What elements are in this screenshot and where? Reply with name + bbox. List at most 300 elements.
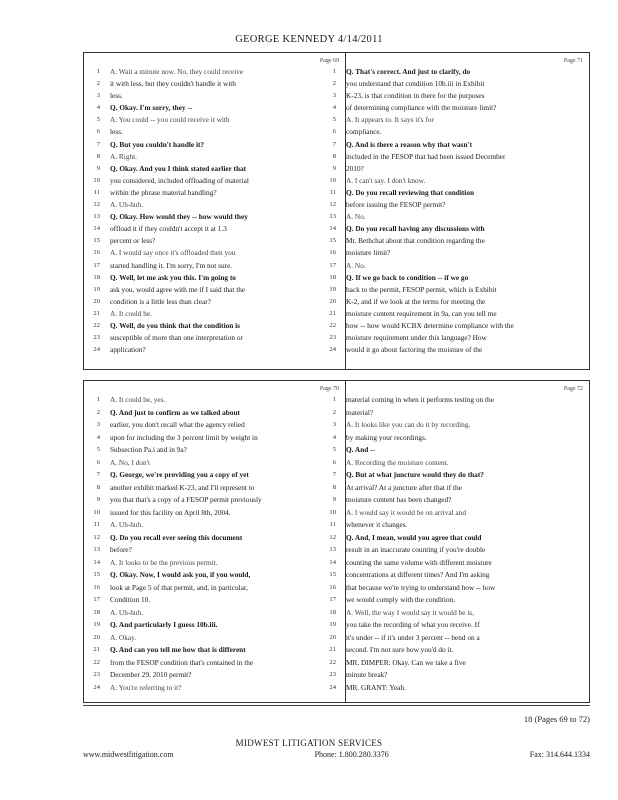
transcript-line [84,582,345,595]
transcript-line [320,632,589,645]
line-number: 19 [329,285,336,293]
transcript-line [84,66,345,78]
line-number: 23 [329,671,336,678]
line-number: 16 [93,583,100,591]
line-number: 15 [329,237,336,245]
line-text: look at Page 5 of that permit, and, in particular, [110,582,248,592]
line-number: 17 [329,596,336,603]
line-number: 7 [332,471,336,478]
line-text: A. You're referring to it? [110,682,182,692]
line-number: 4 [332,433,336,441]
line-number: 22 [329,658,336,666]
line-number: 18 [329,608,336,616]
line-text: condition is a little less than clear? [110,296,211,306]
line-text: Q. And -- [346,445,375,454]
line-number: 8 [332,152,336,160]
transcript-line [84,544,345,557]
line-number: 12 [329,201,336,209]
line-number: 10 [329,176,336,184]
line-text: Q. And is there a reason why that wasn't [346,139,473,149]
transcript-line [320,419,589,432]
line-number: 21 [329,309,336,317]
line-number: 15 [93,571,100,578]
line-number: 5 [96,116,100,124]
line-text: Q. Okay. I'm sorry, they -- [110,103,193,113]
transcript-line [320,507,589,520]
transcript-line [320,320,589,332]
line-text: Q. George, we're providing you a copy of yet [110,470,249,479]
line-number: 22 [93,658,100,666]
transcript-line [320,344,589,356]
transcript-line [320,308,589,320]
line-text: another exhibit marked K-23, and I'll represent to [110,482,255,492]
transcript-line [84,272,345,284]
line-text: by making your recordings. [346,432,427,442]
line-number: 18 [329,273,336,281]
document-header-title: GEORGE KENNEDY 4/14/2011 [235,34,383,45]
line-text: from the FESOP condition that's contained in the [110,657,254,667]
line-number: 11 [329,521,336,528]
page-number-label: Page 70 [319,386,339,392]
line-text: A. Uh-huh. [110,607,144,617]
line-text: you take the recording of what you receive. If [346,620,480,629]
line-text: A. Uh-huh. [110,200,144,210]
line-text: moisture content requirement in 9a, can you tell me [346,308,497,318]
line-text: it with less, but they couldn't handle it with [110,79,236,89]
line-number: 1 [332,396,336,403]
line-number: 17 [329,261,336,269]
transcript-line [320,519,589,532]
line-number: 24 [93,346,100,354]
line-text: counting the same volume with different moisture [346,557,492,567]
transcript-line [84,247,345,259]
line-number: 18 [93,273,100,281]
transcript-line [320,223,589,235]
line-text: Q. But you couldn't handle it? [110,139,205,149]
line-text: second. I'm not sure how you'd do it. [346,645,454,654]
line-number: 4 [96,433,100,441]
transcript-line [320,211,589,223]
transcript-line [84,344,345,356]
transcript-line [320,139,589,151]
line-text: A. I would say it would be on arrival and [346,507,466,517]
line-number: 17 [93,596,100,603]
transcript-line [320,394,589,407]
line-text: At arrival? At a juncture after that if the [346,482,462,492]
line-number: 23 [329,334,336,342]
line-number: 19 [93,621,100,628]
line-number: 4 [96,104,100,112]
transcript-page-70 [83,380,346,703]
line-text: material? [346,407,374,417]
transcript-line [320,151,589,163]
line-number: 10 [93,508,100,516]
transcript-line [84,432,345,445]
line-number: 2 [96,80,100,88]
line-number: 11 [329,188,336,196]
line-text: Q. But at what juncture would they do that? [346,470,484,479]
line-text: Q. Okay. And you I think stated earlier that [110,163,247,173]
line-text: ask you, would agree with me if I said that the [110,284,246,294]
transcript-page-71 [320,52,590,370]
line-text: MR. GRANT: Yeah. [346,682,406,692]
line-number: 22 [329,321,336,329]
transcript-line [84,320,345,332]
line-number: 19 [93,285,100,293]
page-number-label: Page 72 [563,386,583,392]
line-number: 12 [93,201,100,209]
line-text: A. No. [346,260,366,270]
transcript-line [320,296,589,308]
transcript-line [84,308,345,320]
transcript-line [320,102,589,114]
line-text: started handling it. I'm sorry, I'm not sure. [110,260,233,270]
line-text: Q. And just to confirm as we talked about [110,407,240,417]
line-text: Q. Well, let me ask you this. I'm going to [110,272,236,282]
transcript-line [84,494,345,507]
transcript-line [84,151,345,163]
line-number: 9 [332,496,336,503]
line-number: 14 [93,558,100,566]
line-text: result in an inaccurate counting if you're double [346,545,486,554]
transcript-line [84,644,345,657]
line-number: 16 [329,249,336,257]
line-number: 19 [329,621,336,628]
transcript-line [320,457,589,470]
transcript-page-72 [320,380,590,703]
line-number: 13 [93,546,100,553]
line-text: you that that's a copy of a FESOP permit previously [110,495,262,504]
transcript-line [320,114,589,126]
line-number: 17 [93,261,100,269]
transcript-line [84,126,345,138]
line-number: 4 [332,104,336,112]
line-number: 20 [329,297,336,305]
page-number-label: Page 69 [319,58,339,64]
line-number: 24 [93,683,100,691]
line-text: A. It appears to. It says it's for [346,115,434,125]
line-text: upon for including the 3 percent limit by weight in [110,432,258,442]
line-text: A. Uh-huh. [110,520,144,529]
line-text: it's under -- if it's under 3 percent -- bend on a [346,632,480,642]
transcript-line [320,544,589,557]
transcript-line [320,594,589,607]
transcript-line [320,582,589,595]
transcript-line [84,284,345,296]
line-number: 3 [332,421,336,428]
firm-fax: Fax: 314.644.1334 [529,750,590,759]
transcript-line [84,532,345,545]
line-text: A. It could be, yes. [110,395,166,404]
line-text: A. It looks to be the previous permit. [110,557,218,567]
line-text: A. Okay. [110,632,137,642]
line-text: how -- how would KCBX determine compliance with the [346,320,514,330]
line-number: 6 [332,458,336,466]
line-text: you understand that condition 10b.iii in Exhibit [346,79,485,89]
line-text: A. It could be. [110,308,152,318]
line-number: 5 [96,446,100,453]
line-text: moisture limit? [346,248,391,258]
transcript-line [320,494,589,507]
line-number: 5 [332,446,336,453]
line-number: 7 [96,140,100,148]
transcript-lines [84,66,345,356]
line-number: 22 [93,321,100,329]
transcript-line [84,682,345,695]
line-number: 13 [93,213,100,221]
line-number: 3 [96,421,100,428]
line-number: 8 [332,483,336,491]
transcript-line [84,657,345,670]
page-number-label: Page 71 [563,58,583,64]
transcript-line [84,407,345,420]
line-number: 20 [93,633,100,641]
line-text: A. Recording the moisture content. [346,457,449,467]
line-text: Q. Well, do you think that the condition is [110,320,241,330]
transcript-line [320,187,589,199]
footer-divider [83,705,590,706]
transcript-line [84,78,345,90]
transcript-line [84,619,345,632]
line-number: 9 [96,496,100,503]
transcript-line [320,482,589,495]
transcript-line [320,66,589,78]
line-number: 2 [332,408,336,416]
line-text: Q. If we go back to condition -- if we go [346,272,469,282]
firm-contact-row [83,750,590,759]
line-number: 10 [93,176,100,184]
transcript-line [84,223,345,235]
line-text: earlier, you don't recall what the agency relied [110,420,245,429]
transcript-line [320,126,589,138]
transcript-line [320,260,589,272]
line-text: included in the FESOP that had been issued December [346,151,506,161]
line-number: 6 [332,128,336,136]
line-text: A. Well, the way I would say it would be is, [346,607,474,617]
line-text: Q. Do you recall reviewing that condition [346,187,475,197]
line-number: 15 [93,237,100,245]
line-text: whenever it changes. [346,520,408,529]
transcript-line [84,187,345,199]
transcript-line [320,557,589,570]
transcript-line [320,619,589,632]
transcript-line [84,260,345,272]
line-text: before? [110,545,132,554]
transcript-line [320,247,589,259]
line-number: 23 [93,671,100,678]
line-number: 13 [329,213,336,221]
transcript-line [84,469,345,482]
transcript-line [84,235,345,247]
transcript-line [84,669,345,682]
line-text: we would comply with the condition. [346,595,456,604]
transcript-line [320,607,589,620]
line-text: compliance. [346,127,382,137]
transcript-line [84,199,345,211]
line-number: 11 [93,521,100,528]
transcript-line [84,607,345,620]
transcript-line [84,102,345,114]
transcript-line [84,507,345,520]
transcript-line [320,669,589,682]
transcript-line [320,163,589,175]
transcript-line [84,594,345,607]
line-text: minute break? [346,670,388,679]
line-text: 2010? [346,163,364,173]
transcript-line [84,457,345,470]
line-text: moisture requirement under this language? How [346,333,487,343]
line-number: 14 [93,225,100,233]
transcript-lines [320,394,589,694]
transcript-line [320,657,589,670]
line-number: 12 [93,533,100,541]
line-text: Q. Okay. How would they -- how would they [110,212,248,222]
line-number: 23 [93,334,100,342]
line-text: K-2, and if we look at the terms for meeting the [346,296,486,306]
transcript-line [320,284,589,296]
line-text: Q. Do you recall ever seeing this document [110,532,243,542]
line-text: A. I would say once it's offloaded then you [110,248,236,258]
line-text: A. It looks like you can do it by recording, [346,420,471,429]
transcript-line [320,90,589,102]
line-number: 8 [96,152,100,160]
line-number: 16 [329,583,336,591]
line-text: back to the permit, FESOP permit, which is Exhibit [346,284,497,294]
line-number: 1 [96,396,100,403]
court-reporting-firm-name: MIDWEST LITIGATION SERVICES [235,738,383,748]
line-number: 9 [96,164,100,172]
page-range-label: 18 (Pages 69 to 72) [523,714,590,724]
line-text: A. No, I don't [110,457,151,467]
transcript-line [320,682,589,695]
line-text: Q. And particularly I guess 10b.iii. [110,620,218,629]
transcript-line [84,163,345,175]
transcript-line [320,407,589,420]
line-number: 7 [96,471,100,478]
line-number: 12 [329,533,336,541]
line-text: K-23, is that condition in there for the purposes [346,91,485,101]
line-number: 20 [93,297,100,305]
transcript-line [84,482,345,495]
line-text: Q. And can you tell me how that is different [110,645,246,654]
line-number: 16 [93,249,100,257]
line-text: of determining compliance with the moisture limit? [346,103,497,113]
line-text: A. You could -- you could receive it with [110,115,230,125]
firm-phone: Phone: 1.800.280.3376 [314,750,389,759]
line-text: application? [110,345,146,355]
transcript-line [84,211,345,223]
transcript-line [84,332,345,344]
line-number: 18 [93,608,100,616]
line-number: 21 [93,309,100,317]
line-number: 20 [329,633,336,641]
transcript-lines [84,394,345,694]
line-text: material coming in when it performs testing on the [346,395,494,404]
line-text: A. No. [346,212,366,222]
transcript-line [320,644,589,657]
line-number: 6 [96,458,100,466]
line-text: issued for this facility on April 8th, 2004. [110,507,231,517]
line-number: 5 [332,116,336,124]
line-number: 7 [332,140,336,148]
firm-website: www.midwestlitigation.com [83,750,174,759]
transcript-line [84,444,345,457]
line-text: MR. DIMPER: Okay. Can we take a five [346,657,466,667]
transcript-line [320,532,589,545]
line-number: 13 [329,546,336,553]
line-text: Condition 10. [110,595,151,604]
line-number: 3 [96,92,100,100]
line-text: within the phrase material handling? [110,187,217,197]
line-number: 14 [329,225,336,233]
line-text: Q. Do you recall having any discussions with [346,224,485,234]
transcript-line [320,469,589,482]
line-text: December 29, 2010 permit? [110,670,192,679]
transcript-line [84,557,345,570]
transcript-line [320,569,589,582]
transcript-line [84,175,345,187]
line-text: Q. Okay. Now, I would ask you, if you would, [110,570,251,579]
transcript-page-69 [83,52,346,370]
line-text: less. [110,127,123,137]
line-text: would it go about factoring the moisture of the [346,345,483,355]
line-text: percent or less? [110,236,156,246]
transcript-line [84,632,345,645]
line-text: Q. And, I mean, would you agree that could [346,532,482,542]
line-text: before issuing the FESOP permit? [346,200,446,210]
transcript-line [320,235,589,247]
transcript-line [320,272,589,284]
line-number: 11 [93,188,100,196]
line-text: you considered, included offloading of material [110,175,249,185]
line-text: that because we're trying to understand how -- how [346,582,496,592]
line-number: 6 [96,128,100,136]
line-number: 10 [329,508,336,516]
transcript-line [320,78,589,90]
transcript-line [320,332,589,344]
line-number: 21 [329,646,336,653]
line-text: A. Wait a minute now. No, they could receive [110,67,244,76]
line-number: 9 [332,164,336,172]
line-number: 1 [96,68,100,75]
line-text: less. [110,91,123,101]
transcript-line [84,114,345,126]
line-number: 8 [96,483,100,491]
line-text: Subsection Pa.i and in 9a? [110,445,187,454]
transcript-line [320,199,589,211]
line-number: 15 [329,571,336,578]
line-number: 1 [332,68,336,75]
line-text: Mr. Bethchat about that condition regarding the [346,236,485,246]
transcript-line [320,175,589,187]
transcript-line [84,90,345,102]
line-number: 14 [329,558,336,566]
line-text: moisture content has been changed? [346,495,452,504]
line-number: 2 [332,80,336,88]
line-number: 24 [329,346,336,354]
line-text: A. I can't say. I don't know. [346,175,426,185]
transcript-line [84,519,345,532]
line-text: concentrations at different times? And I'm asking [346,570,490,579]
line-text: Q. That's correct. And just to clarify, do [346,67,471,76]
transcript-line [320,444,589,457]
transcript-lines [320,66,589,356]
transcript-line [84,569,345,582]
transcript-line [84,394,345,407]
line-text: offload it if they couldn't accept it at 1.3 [110,224,227,234]
line-text: A. Right. [110,151,137,161]
transcript-line [84,139,345,151]
